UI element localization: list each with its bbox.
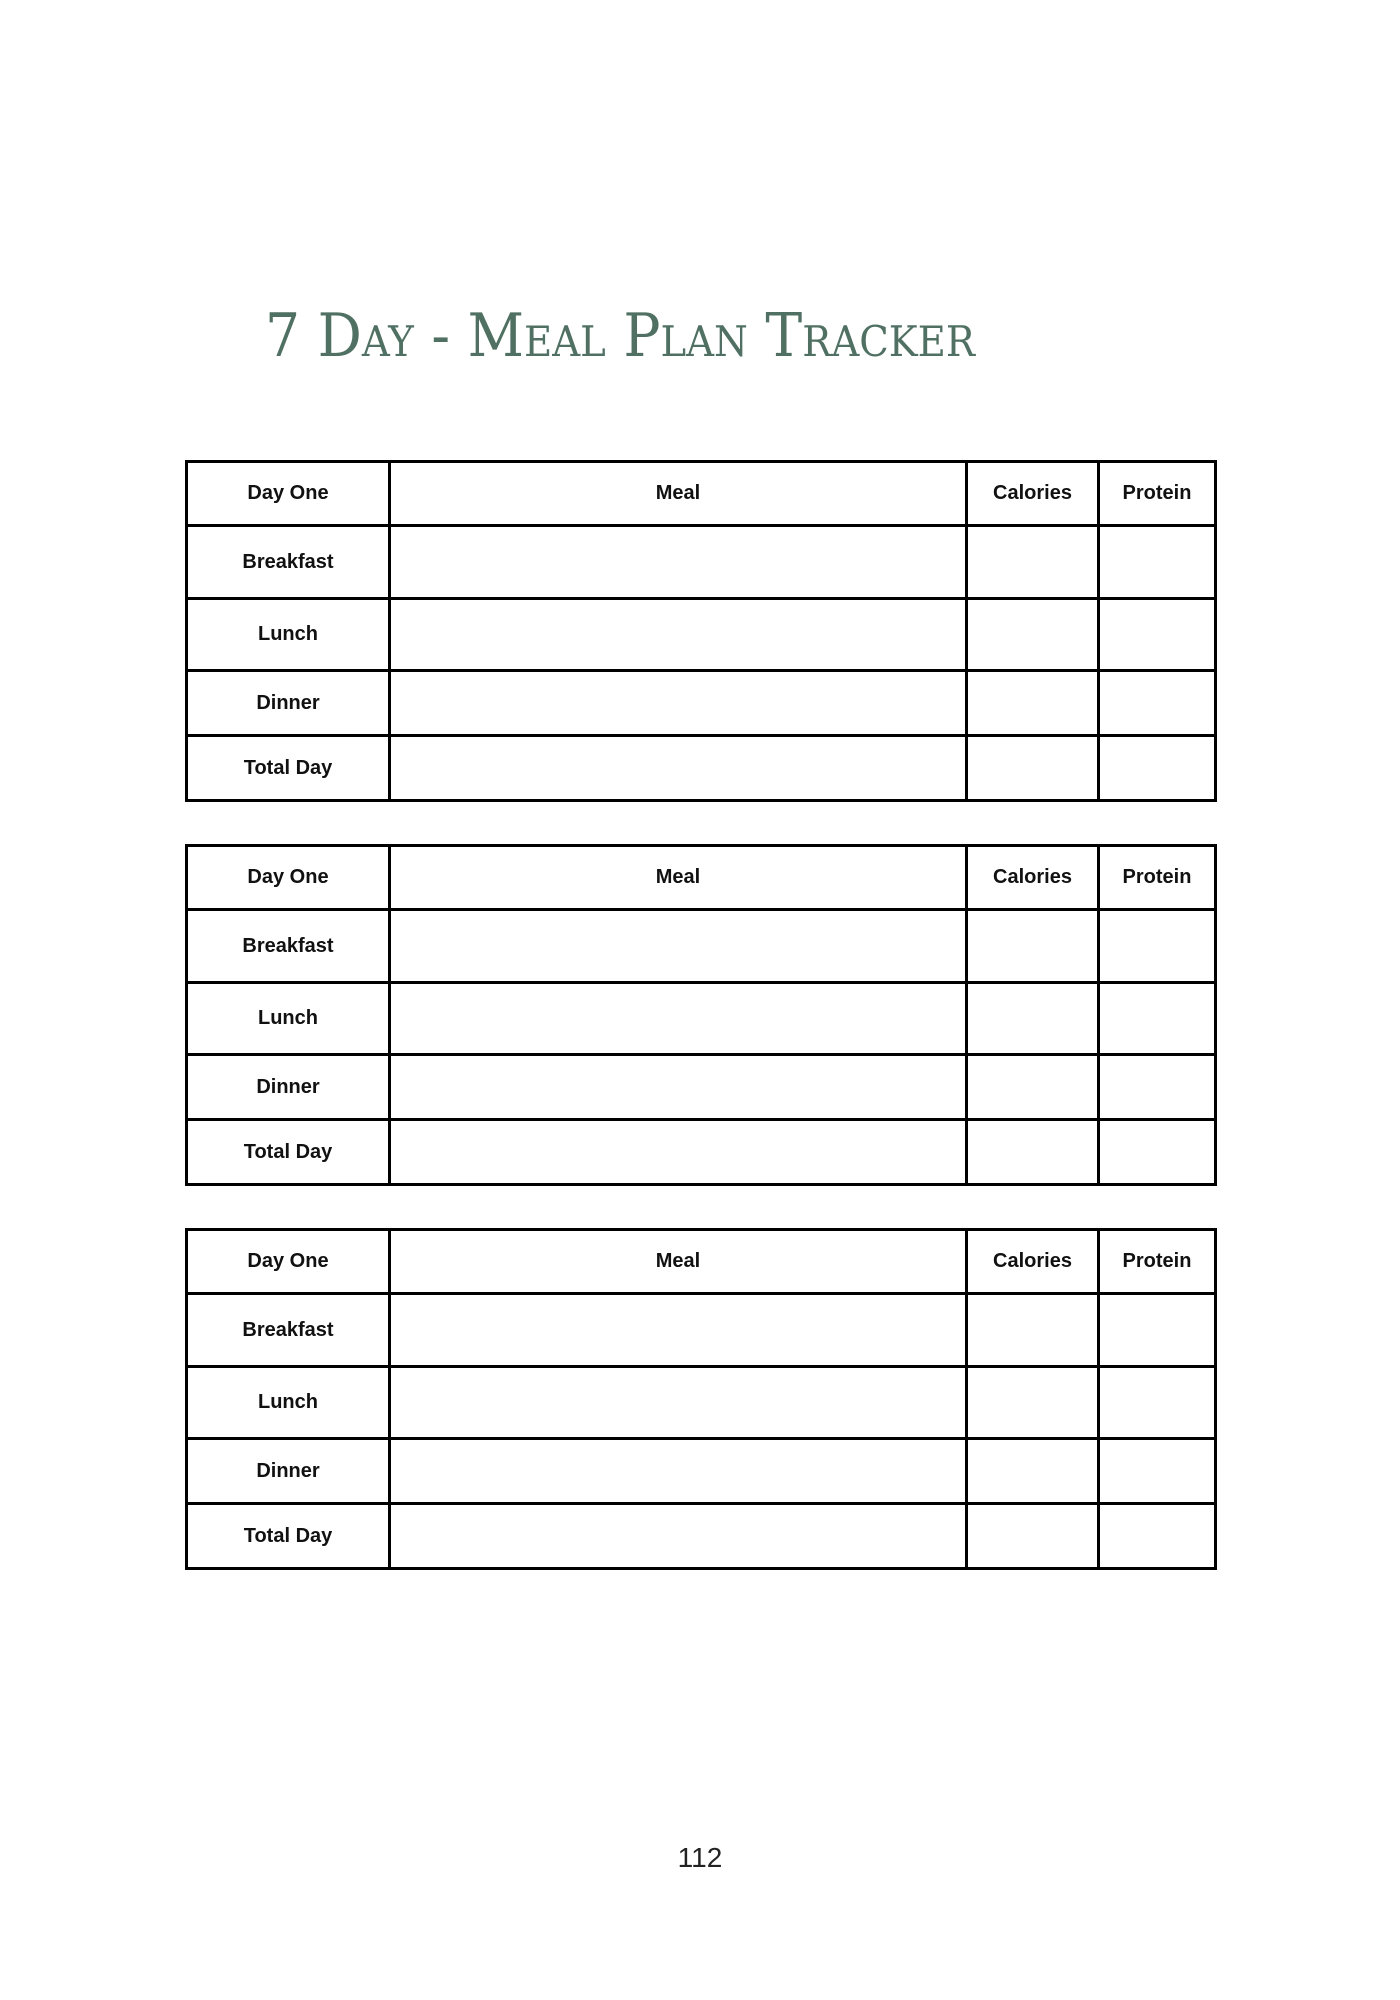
table-row <box>187 1120 1216 1185</box>
header-meal: Meal <box>390 846 967 910</box>
header-protein: Protein <box>1099 462 1216 526</box>
calories-cell[interactable] <box>967 1120 1099 1185</box>
protein-cell[interactable] <box>1099 1439 1216 1504</box>
table-row <box>187 1504 1216 1569</box>
calories-cell[interactable] <box>967 1294 1099 1367</box>
meal-cell[interactable] <box>390 983 967 1055</box>
row-label-breakfast: Breakfast <box>187 910 390 983</box>
row-label-breakfast: Breakfast <box>187 526 390 599</box>
header-day: Day One <box>187 846 390 910</box>
table-row <box>187 910 1216 983</box>
table-row <box>187 1055 1216 1120</box>
header-meal: Meal <box>390 462 967 526</box>
protein-cell[interactable] <box>1099 599 1216 671</box>
meal-cell[interactable] <box>390 1120 967 1185</box>
calories-cell[interactable] <box>967 983 1099 1055</box>
meal-table-2 <box>185 844 1217 1186</box>
table-row <box>187 1294 1216 1367</box>
protein-cell[interactable] <box>1099 983 1216 1055</box>
page-number: 112 <box>677 1842 723 1873</box>
calories-cell[interactable] <box>967 736 1099 801</box>
row-label-dinner: Dinner <box>187 1439 390 1504</box>
calories-cell[interactable] <box>967 1367 1099 1439</box>
row-label-breakfast: Breakfast <box>187 1294 390 1367</box>
row-label-dinner: Dinner <box>187 1055 390 1120</box>
protein-cell[interactable] <box>1099 1055 1216 1120</box>
meal-cell[interactable] <box>390 671 967 736</box>
row-label-lunch: Lunch <box>187 599 390 671</box>
meal-table-3 <box>185 1228 1217 1570</box>
table-row <box>187 671 1216 736</box>
row-label-total-day: Total Day <box>187 1120 390 1185</box>
calories-cell[interactable] <box>967 599 1099 671</box>
meal-cell[interactable] <box>390 1504 967 1569</box>
protein-cell[interactable] <box>1099 1367 1216 1439</box>
calories-cell[interactable] <box>967 1439 1099 1504</box>
calories-cell[interactable] <box>967 910 1099 983</box>
calories-cell[interactable] <box>967 671 1099 736</box>
row-label-total-day: Total Day <box>187 1504 390 1569</box>
protein-cell[interactable] <box>1099 736 1216 801</box>
row-label-lunch: Lunch <box>187 983 390 1055</box>
meal-cell[interactable] <box>390 1439 967 1504</box>
meal-cell[interactable] <box>390 1055 967 1120</box>
calories-cell[interactable] <box>967 526 1099 599</box>
protein-cell[interactable] <box>1099 910 1216 983</box>
header-day: Day One <box>187 462 390 526</box>
header-calories: Calories <box>967 846 1099 910</box>
meal-cell[interactable] <box>390 526 967 599</box>
meal-cell[interactable] <box>390 910 967 983</box>
header-protein: Protein <box>1099 846 1216 910</box>
page-title: 7 Day - Meal Plan Tracker <box>265 301 975 371</box>
header-calories: Calories <box>967 1230 1099 1294</box>
row-label-dinner: Dinner <box>187 671 390 736</box>
header-calories: Calories <box>967 462 1099 526</box>
table-row <box>187 526 1216 599</box>
protein-cell[interactable] <box>1099 1120 1216 1185</box>
row-label-total-day: Total Day <box>187 736 390 801</box>
calories-cell[interactable] <box>967 1504 1099 1569</box>
header-protein: Protein <box>1099 1230 1216 1294</box>
table-header-row <box>187 462 1216 526</box>
calories-cell[interactable] <box>967 1055 1099 1120</box>
meal-table-1 <box>185 460 1217 802</box>
table-row <box>187 599 1216 671</box>
meal-cell[interactable] <box>390 1367 967 1439</box>
meal-cell[interactable] <box>390 736 967 801</box>
header-day: Day One <box>187 1230 390 1294</box>
protein-cell[interactable] <box>1099 526 1216 599</box>
meal-cell[interactable] <box>390 599 967 671</box>
table-header-row <box>187 846 1216 910</box>
protein-cell[interactable] <box>1099 1504 1216 1569</box>
table-row <box>187 736 1216 801</box>
protein-cell[interactable] <box>1099 671 1216 736</box>
table-row <box>187 1367 1216 1439</box>
header-meal: Meal <box>390 1230 967 1294</box>
row-label-lunch: Lunch <box>187 1367 390 1439</box>
table-header-row <box>187 1230 1216 1294</box>
meal-cell[interactable] <box>390 1294 967 1367</box>
table-row <box>187 1439 1216 1504</box>
protein-cell[interactable] <box>1099 1294 1216 1367</box>
table-row <box>187 983 1216 1055</box>
